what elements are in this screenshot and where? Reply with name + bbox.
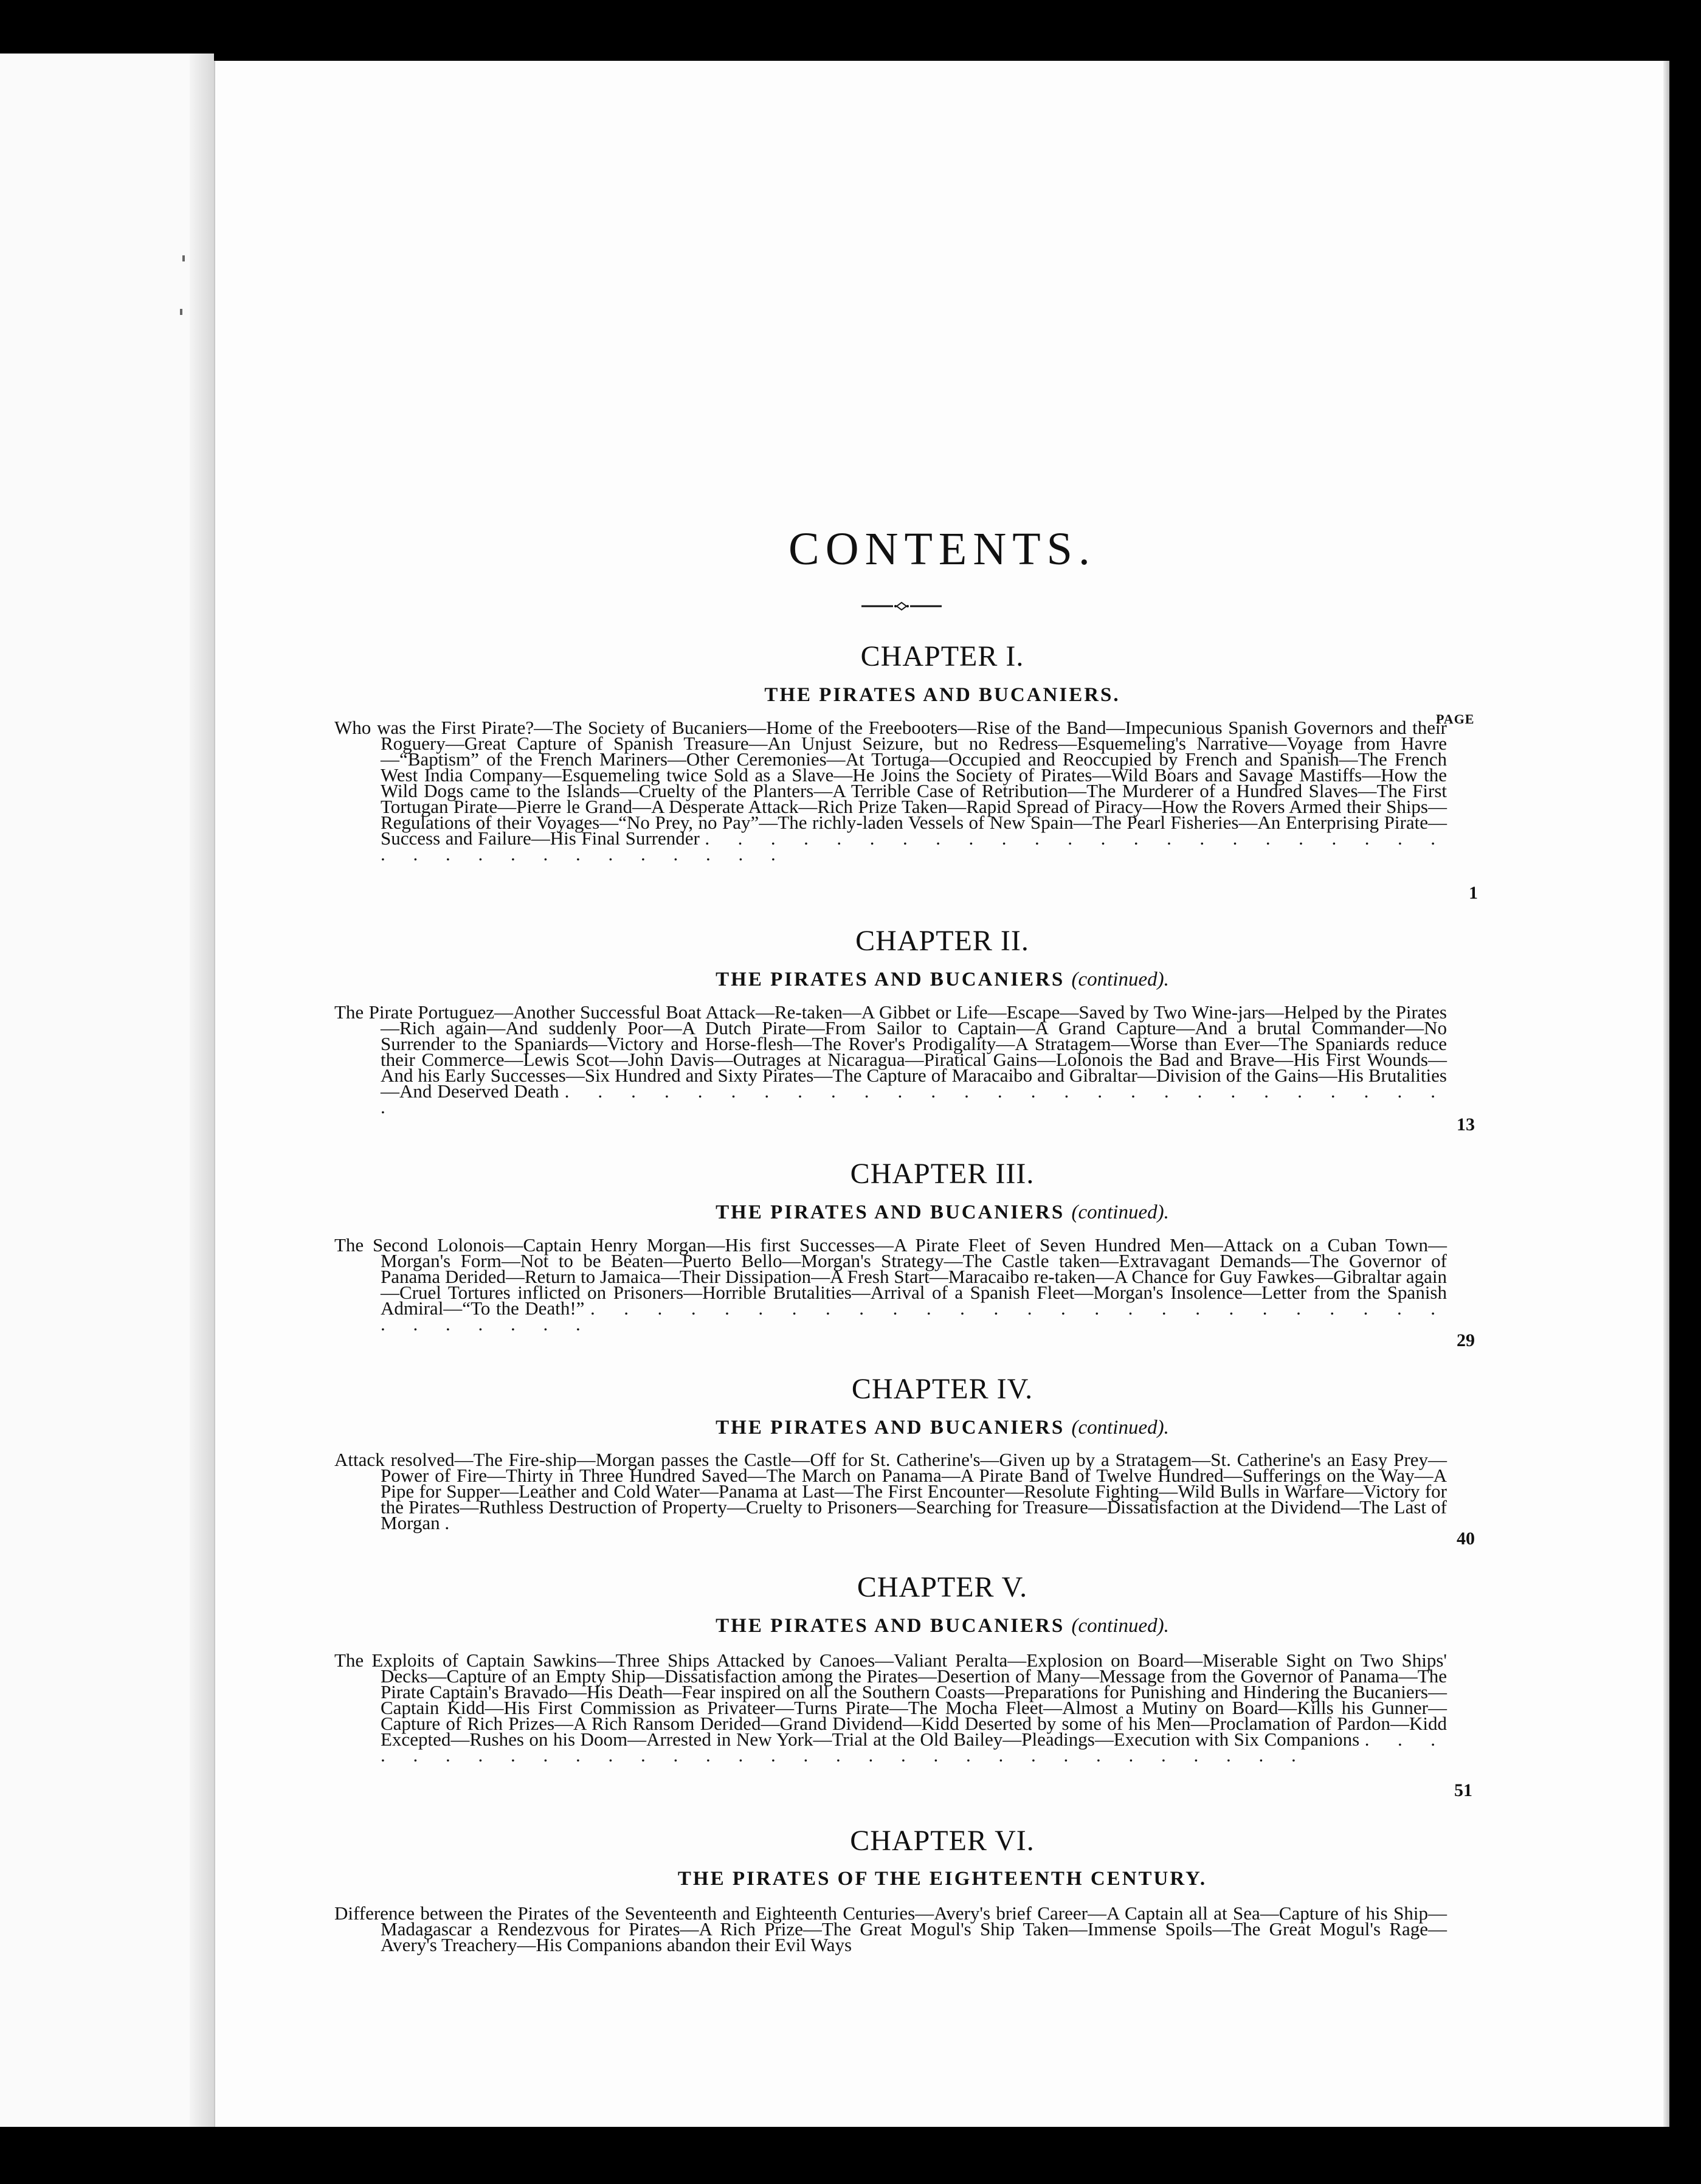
- page-column-label: PAGE: [1436, 711, 1475, 727]
- chapter-6-subtitle-text: THE PIRATES OF THE EIGHTEENTH CENTURY.: [677, 1868, 1207, 1890]
- chapter-1-subtitle-text: THE PIRATES AND BUCANIERS.: [764, 684, 1120, 706]
- chapter-2-summary-text: The Pirate Portuguez—Another Successful Boat Attack—Re-taken—A Gibbet or Life—Escape—Saved by Two Wine-jars—Helped by the Pirates—Rich again—And suddenly Poor—A Dutch Pirate—From Sailor to Captain—A Grand Capture—And a brutal Commander—No Surrender to the Spaniards—Victory and Horse-flesh—The Rover's Prodigality—A Stratagem—Worse than Ever—The Spaniards reduce their Commerce—Lewis Scot—John Davis—Outrages at Nicaragua—Piratical Gains—Lolonois the Bad and Brave—His First Wounds—And his Early Successes—Six Hundred and Sixty Pirates—The Capture of Maracaibo and Gibraltar—Division of the Gains—His Brutalities—And Deserved Death: [334, 1001, 1447, 1102]
- chapter-2-page-number: 13: [1457, 1114, 1475, 1135]
- dot-leader: .: [444, 1512, 450, 1533]
- chapter-1-subtitle: [215, 684, 1669, 707]
- chapter-3-subtitle-text: THE PIRATES AND BUCANIERS: [716, 1201, 1065, 1223]
- chapter-3-continued: (continued).: [1071, 1201, 1169, 1223]
- chapter-5-continued: (continued).: [1071, 1615, 1169, 1637]
- chapter-3-page-number: 29: [1457, 1330, 1475, 1350]
- chapter-6-summary: [334, 1902, 1447, 1955]
- page-gutter-shadow: [190, 54, 214, 2127]
- chapter-4-subtitle-text: THE PIRATES AND BUCANIERS: [716, 1417, 1065, 1439]
- chapter-4-summary: [334, 1449, 1447, 1533]
- chapter-5-summary-text: The Exploits of Captain Sawkins—Three Ships Attacked by Canoes—Valiant Peralta—Explosion on Board—Miserable Sight on Two Ships' Decks—Capture of an Empty Ship—Dissatisfaction among the Pirates—Desertion of Many—Message from the Governor of Panama—The Pirate Captain's Bravado—His Death—Fear inspired on all the Southern Coasts—Preparations for Punishing and Hindering the Bucaniers—Captain Kidd—His First Commission as Privateer—Turns Pirate—The Mocha Fleet—Almost a Mutiny on Board—Kills his Gunner—Capture of Rich Prizes—A Rich Ransom Derided—Grand Dividend—Kidd Deserted by some of his Men—Proclamation of Pardon—Kidd Excepted—Rushes on his Doom—Arrested in New York—Trial at the Old Bailey—Pleadings—Execution with Six Companions: [334, 1650, 1447, 1750]
- chapter-2-continued: (continued).: [1071, 969, 1169, 990]
- chapter-5-heading: CHAPTER V.: [857, 1571, 1028, 1603]
- dot-leader: . . . . . . . . . . . . . . . . . . . . . . . . . . . . . . . . .: [381, 1298, 1447, 1335]
- chapter-4-continued: (continued).: [1071, 1417, 1169, 1439]
- contents-page: [214, 61, 1669, 2127]
- chapter-3-summary-text: The Second Lolonois—Captain Henry Morgan—His first Successes—A Pirate Fleet of Seven Hundred Men—Attack on a Cuban Town—Morgan's Form—Not to be Beaten—Puerto Bello—Morgan's Strategy—The Castle taken—Extravagant Demands—The Governor of Panama Derided—Return to Jamaica—Their Dissipation—A Fresh Start—Maracaibo re-taken—A Chance for Guy Fawkes—Gibraltar again—Cruel Tortures inflicted on Prisoners—Horrible Brutalities—Arrival of a Spanish Fleet—Morgan's Insolence—Letter from the Spanish Admiral—“To the Death!”: [334, 1234, 1447, 1319]
- chapter-1-heading: CHAPTER I.: [860, 640, 1024, 672]
- divider-ornament-icon: [861, 600, 942, 612]
- chapter-5-subtitle-text: THE PIRATES AND BUCANIERS: [716, 1615, 1065, 1637]
- chapter-5-subtitle: [215, 1615, 1669, 1637]
- facing-page-edge: [0, 54, 214, 2127]
- chapter-6-heading: CHAPTER VI.: [850, 1825, 1035, 1857]
- chapter-2-subtitle-text: THE PIRATES AND BUCANIERS: [716, 969, 1065, 990]
- chapter-4-subtitle: [215, 1417, 1669, 1439]
- chapter-3-subtitle: [215, 1201, 1669, 1224]
- chapter-2-summary: [334, 1001, 1447, 1118]
- chapter-3-heading: CHAPTER III.: [850, 1158, 1035, 1190]
- chapter-5-page-number: 51: [1454, 1780, 1472, 1800]
- chapter-2-subtitle: [215, 969, 1669, 991]
- page-title: CONTENTS.: [788, 524, 1096, 575]
- page-edge-shadow: [1663, 61, 1669, 2127]
- paper-fleck: [182, 255, 185, 261]
- chapter-5-summary: [334, 1650, 1447, 1766]
- chapter-1-page-number: 1: [1469, 883, 1478, 903]
- chapter-1-summary-text: Who was the First Pirate?—The Society of Bucaniers—Home of the Freebooters—Rise of the Band—Impecunious Spanish Governors and their Roguery—Great Capture of Spanish Treasure—An Unjust Seizure, but no Redress—Esquemeling's Narrative—Voyage from Havre—“Baptism” of the French Mariners—Other Ceremonies—At Tortuga—Occupied and Reoccupied by French and Spanish—The French West India Company—Esquemeling twice Sold as a Slave—He Joins the Society of Pirates—Wild Boars and Savage Mastiffs—How the Wild Dogs came to the Islands—Cruelty of the Planters—A Terrible Case of Retribution—The Murderer of a Hundred Slaves—The First Tortugan Pirate—Pierre le Grand—A Desperate Attack—Rich Prize Taken—Rapid Spread of Piracy—How the Rovers Armed their Ships—Regulations of their Voyages—“No Prey, no Pay”—The richly-laden Vessels of New Spain—The Pearl Fisheries—An Enterprising Pirate—Success and Failure—His Final Surrender: [334, 717, 1447, 849]
- chapter-4-summary-text: Attack resolved—The Fire-ship—Morgan passes the Castle—Off for St. Catherine's—Given up by a Stratagem—St. Catherine's an Easy Prey—Power of Fire—Thirty in Three Hundred Saved—The March on Panama—A Pirate Band of Twelve Hundred—Sufferings on the Way—A Pipe for Supper—Leather and Cold Water—Panama at Last—The First Encounter—Resolute Fighting—Wild Bulls in Warfare—Victory for the Pirates—Ruthless Destruction of Property—Cruelty to Prisoners—Searching for Treasure—Dissatisfaction at the Dividend—The Last of Morgan: [334, 1449, 1447, 1533]
- chapter-1-summary: [334, 717, 1447, 865]
- dot-leader: . . . . . . . . . . . . . . . . . . . . . . . . . . . . . . . .: [381, 1729, 1447, 1766]
- chapter-3-summary: [334, 1234, 1447, 1335]
- chapter-2-heading: CHAPTER II.: [855, 925, 1029, 957]
- chapter-6-subtitle: [215, 1868, 1669, 1890]
- paper-fleck: [180, 309, 182, 315]
- chapter-4-heading: CHAPTER IV.: [851, 1373, 1033, 1405]
- dot-leader: . . . . . . . . . . . . . . . . . . . . . . . . . . . .: [381, 1080, 1447, 1118]
- dot-leader: . . . . . . . . . . . . . . . . . . . . . . . . . . . . . . . . . . . .: [381, 828, 1447, 865]
- chapter-6-summary-text: Difference between the Pirates of the Seventeenth and Eighteenth Centuries—Avery's brief Career—A Captain all at Sea—Capture of his Ship—Madagascar a Rendezvous for Pirates—A Rich Prize—The Great Mogul's Ship Taken—Immense Spoils—The Great Mogul's Rage—Avery's Treachery—His Companions abandon their Evil Ways: [334, 1902, 1447, 1955]
- chapter-4-page-number: 40: [1457, 1529, 1475, 1549]
